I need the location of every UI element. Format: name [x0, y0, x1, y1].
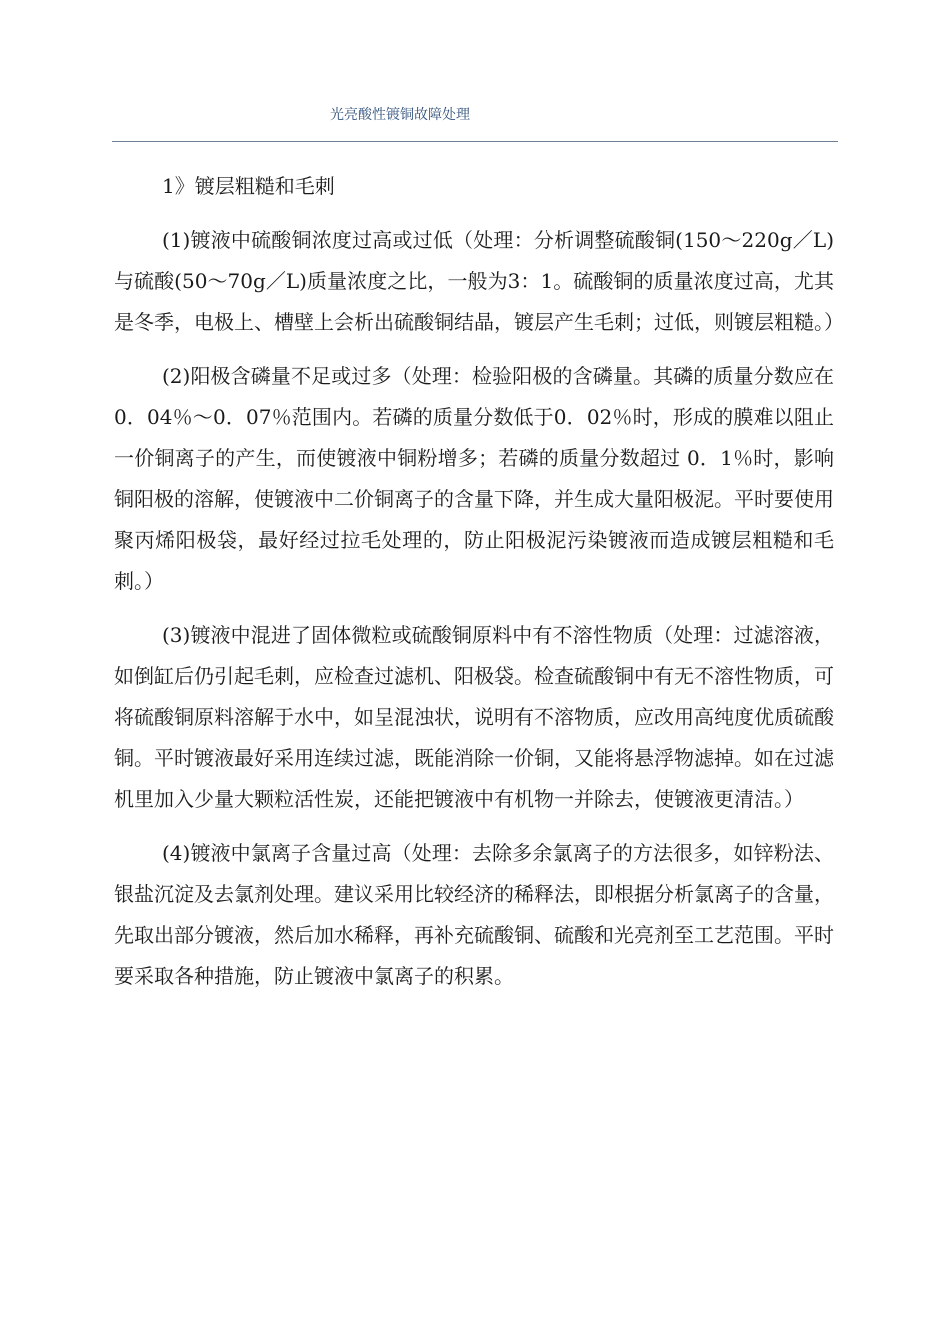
paragraph-3: (3)镀液中混进了固体微粒或硫酸铜原料中有不溶性物质（处理：过滤溶液，如倒缸后仍引起毛刺，应检查过滤机、阳极袋。检查硫酸铜中有无不溶性物质，可将硫酸铜原料溶解于水中，如呈混浊状，说明有不溶物质，应改用高纯度优质硫酸铜。平时镀液最好采用连续过滤，既能消除一价铜，又能将悬浮物滤掉。如在过滤机里加入少量大颗粒活性炭，还能把镀液中有机物一并除去，使镀液更清洁。） [114, 623, 834, 811]
section-heading: 1》镀层粗糙和毛刺 [162, 174, 335, 198]
document-body [114, 166, 844, 1010]
page-header: 光亮酸性镀铜故障处理 [330, 107, 470, 123]
paragraph-4: (4)镀液中氯离子含量过高（处理：去除多余氯离子的方法很多，如锌粉法、银盐沉淀及去氯剂处理。建议采用比较经济的稀释法，即根据分析氯离子的含量，先取出部分镀液，然后加水稀释，再补充硫酸铜、硫酸和光亮剂至工艺范围。平时要采取各种措施，防止镀液中氯离子的积累。 [114, 841, 834, 988]
paragraph-2: (2)阳极含磷量不足或过多（处理：检验阳极的含磷量。其磷的质量分数应在0．04％～0．07％范围内。若磷的质量分数低于0．02％时，形成的膜难以阻止一价铜离子的产生，而使镀液中铜粉增多；若磷的质量分数超过 0．1％时，影响铜阳极的溶解，使镀液中二价铜离子的含量下降，并生成大量阳极泥。平时要使用聚丙烯阳极袋，最好经过拉毛处理的，防止阳极泥污染镀液而造成镀层粗糙和毛刺。） [114, 364, 834, 593]
paragraph-1: (1)镀液中硫酸铜浓度过高或过低（处理：分析调整硫酸铜(150～220g／L)与硫酸(50～70g／L)质量浓度之比，一般为3：1。硫酸铜的质量浓度过高，尤其是冬季，电极上、槽壁上会析出硫酸铜结晶，镀层产生毛刺；过低，则镀层粗糙。） [114, 228, 844, 334]
header-divider [112, 141, 838, 142]
